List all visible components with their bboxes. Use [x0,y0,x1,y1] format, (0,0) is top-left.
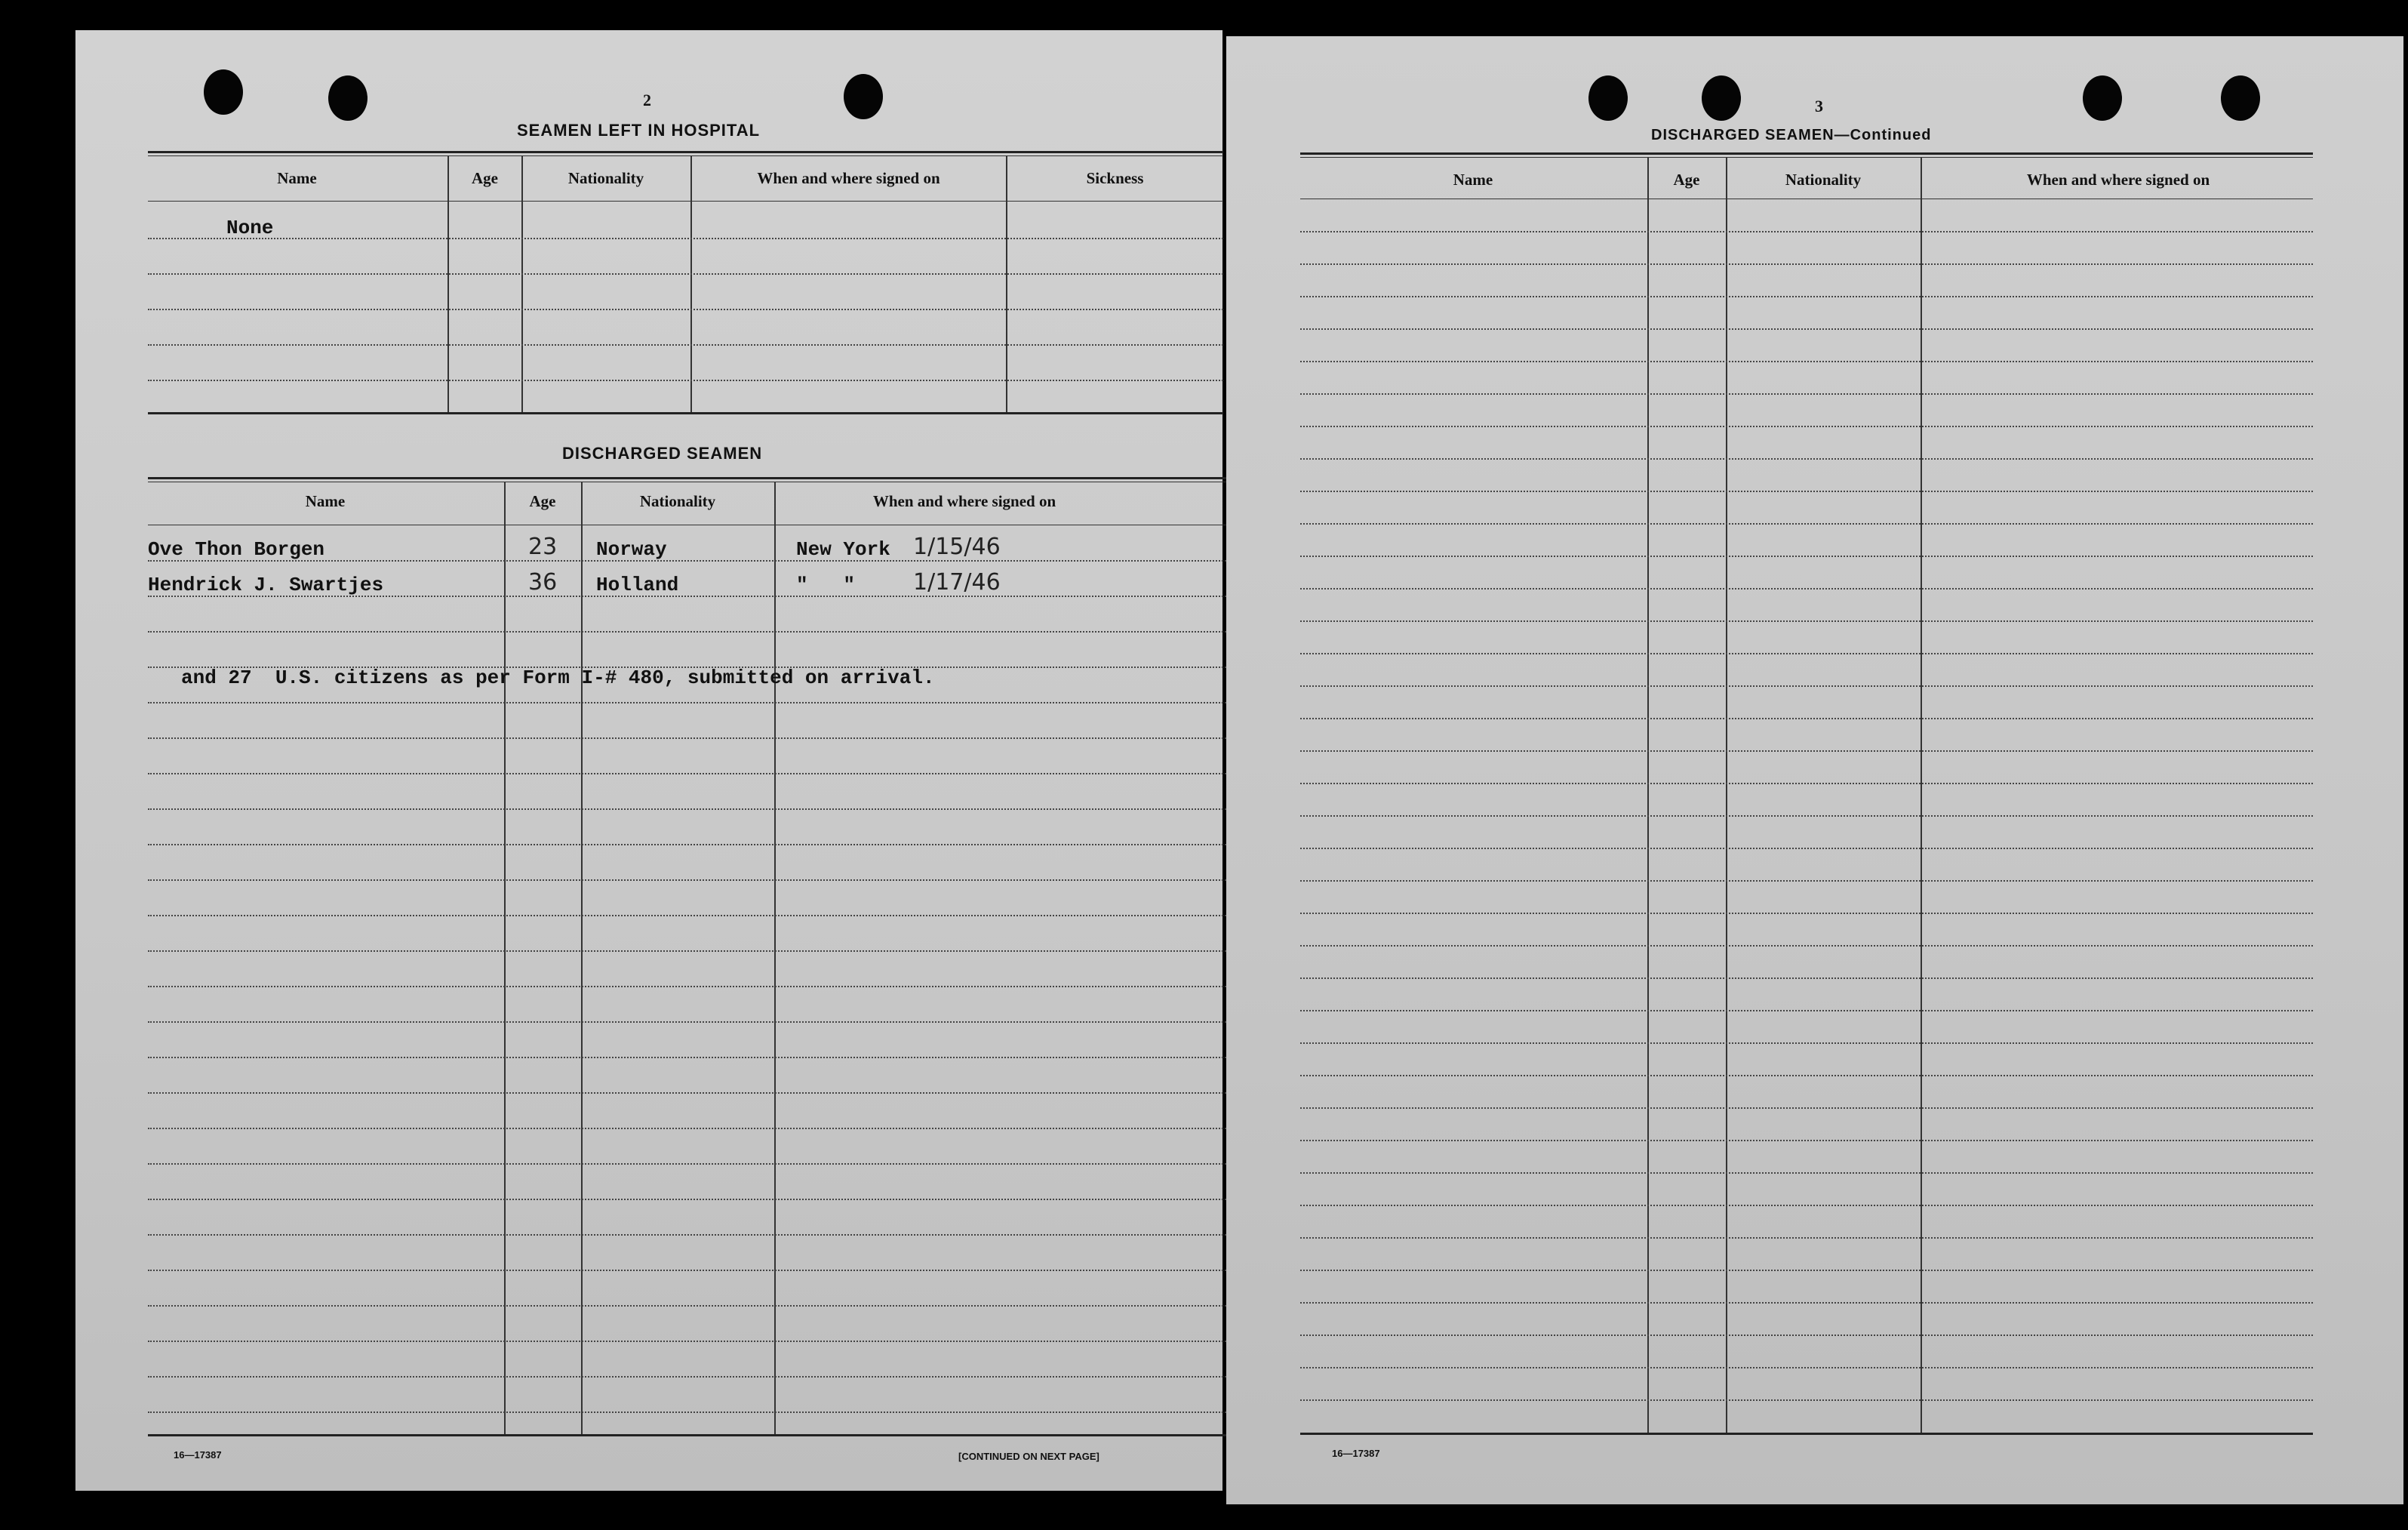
col-divider [1647,157,1649,1433]
seaman-2-name: Hendrick J. Swartjes [148,574,384,596]
rule [1300,157,2313,158]
col-name-header: Name [277,169,317,187]
col-nationality-header: Nationality [567,169,644,187]
dotted-row-line [1300,1270,2313,1271]
col-divider [690,155,692,412]
dotted-row-line [1300,815,2313,817]
col-age-header: Age [472,169,498,187]
dotted-row-line [148,1341,1229,1342]
col-divider [521,155,523,412]
dotted-row-line [1300,231,2313,232]
right-page [1226,36,2403,1504]
col-divider [447,155,449,412]
col-age-header: Age [529,492,556,510]
dotted-row-line [148,1305,1229,1307]
dotted-row-line [1300,1107,2313,1109]
dotted-row-line [1300,328,2313,330]
dotted-row-line [1300,1042,2313,1044]
hospital-none-entry: None [226,217,274,239]
punch-hole [1702,75,1741,121]
dotted-row-line [148,986,1229,987]
col-signed-on-header: When and where signed on [2026,171,2210,189]
dotted-row-line [1300,523,2313,525]
dotted-row-line [1300,588,2313,590]
continued-label: [CONTINUED ON NEXT PAGE] [958,1451,1099,1462]
rule [148,155,1223,156]
seaman-1-place: New York [796,538,890,561]
dotted-row-line [148,1092,1229,1094]
col-signed-on-header: When and where signed on [872,492,1056,510]
dotted-row-line [1300,750,2313,752]
dotted-row-line [148,844,1229,845]
dotted-row-line [1300,1302,2313,1304]
seaman-1-date: 1/15/46 [913,534,1001,560]
page-number: 3 [1815,97,1823,115]
rule [1300,1433,2313,1435]
seaman-1-age: 23 [528,534,558,560]
col-sickness-header: Sickness [1086,169,1144,187]
col-divider [1006,155,1007,412]
citizens-note: and 27 U.S. citizens as per Form I-# 480, submitted on arrival. [181,666,935,689]
col-divider [1921,157,1922,1433]
dotted-row-line [148,309,1223,310]
punch-hole [2221,75,2260,121]
dotted-row-line [148,380,1223,381]
dotted-row-line [148,702,1229,703]
discharged-continued-title: DISCHARGED SEAMEN—Continued [1651,127,1932,143]
dotted-row-line [1300,393,2313,395]
dotted-row-line [148,737,1229,739]
dotted-row-line [148,1411,1229,1413]
punch-hole [204,69,243,115]
col-name-header: Name [1453,171,1493,189]
dotted-row-line [1300,296,2313,297]
dotted-row-line [1300,361,2313,362]
dotted-row-line [1300,1399,2313,1401]
dotted-row-line [1300,653,2313,654]
rule [148,1434,1229,1436]
seaman-2-age: 36 [528,569,558,596]
dotted-row-line [1300,426,2313,427]
dotted-row-line [148,950,1229,952]
rule [148,477,1229,479]
form-number: 16—17387 [1332,1448,1380,1459]
dotted-row-line [1300,945,2313,947]
dotted-row-line [1300,880,2313,882]
dotted-row-line [1300,685,2313,687]
punch-hole [1588,75,1628,121]
dotted-row-line [148,773,1229,774]
dotted-row-line [148,915,1229,916]
dotted-row-line [1300,718,2313,719]
dotted-row-line [1300,263,2313,265]
discharged-section-title: DISCHARGED SEAMEN [562,444,763,463]
seaman-2-date: 1/17/46 [913,569,1001,596]
dotted-row-line [1300,1010,2313,1011]
rule [148,412,1223,414]
dotted-row-line [1300,848,2313,849]
dotted-row-line [148,1021,1229,1023]
dotted-row-line [148,1057,1229,1058]
dotted-row-line [1300,1237,2313,1239]
col-divider [1726,157,1727,1433]
left-page [75,30,1222,1491]
dotted-row-line [1300,1140,2313,1141]
dotted-row-line [148,238,1223,239]
dotted-row-line [148,1128,1229,1129]
col-signed-on-header: When and where signed on [757,169,940,187]
dotted-row-line [148,879,1229,881]
dotted-row-line [148,1376,1229,1378]
dotted-row-line [1300,556,2313,557]
punch-hole [328,75,368,121]
dotted-row-line [1300,1075,2313,1076]
col-divider [774,482,776,1434]
dotted-row-line [1300,977,2313,979]
dotted-row-line [1300,1367,2313,1368]
col-age-header: Age [1673,171,1700,189]
form-number: 16—17387 [174,1449,222,1461]
dotted-row-line [1300,1172,2313,1174]
dotted-row-line [1300,458,2313,460]
col-nationality-header: Nationality [639,492,716,510]
dotted-row-line [1300,913,2313,914]
seaman-1-name: Ove Thon Borgen [148,538,325,561]
punch-hole [844,74,883,119]
dotted-row-line [1300,1335,2313,1336]
dotted-row-line [148,1163,1229,1165]
dotted-row-line [148,1234,1229,1236]
dotted-row-line [1300,620,2313,622]
dotted-row-line [1300,1205,2313,1206]
dotted-row-line [148,631,1229,633]
dotted-row-line [148,1270,1229,1271]
seaman-2-nationality: Holland [596,574,679,596]
dotted-row-line [1300,783,2313,784]
seaman-2-place: " " [796,574,856,596]
dotted-row-line [1300,491,2313,492]
hospital-section-title: SEAMEN LEFT IN HOSPITAL [517,121,761,140]
dotted-row-line [148,344,1223,346]
col-nationality-header: Nationality [1785,171,1862,189]
rule [1300,152,2313,155]
rule [148,201,1223,202]
dotted-row-line [148,273,1223,275]
col-name-header: Name [305,492,346,510]
punch-hole [2083,75,2122,121]
seaman-1-nationality: Norway [596,538,667,561]
page-number: 2 [643,91,651,109]
col-divider [581,482,583,1434]
rule [148,151,1223,153]
dotted-row-line [148,808,1229,810]
col-divider [504,482,506,1434]
dotted-row-line [148,1199,1229,1200]
